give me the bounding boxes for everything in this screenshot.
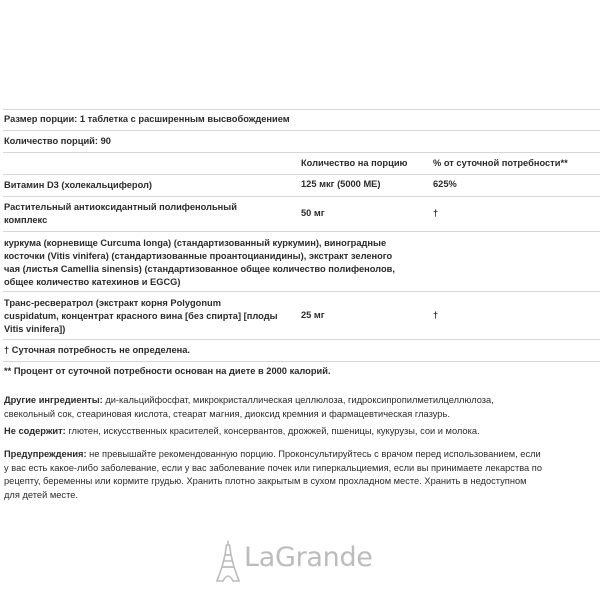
divider-header (3, 174, 600, 175)
free-of-label: Не содержит: (4, 426, 66, 436)
header-amount: Количество на порцию (301, 158, 408, 168)
warnings-text: для детей месте. (4, 489, 78, 500)
warnings-text: у вас есть какое-либо заболевание, если у вас заболевание почек или гиперкальциемия, если вы принимаете лекарства по (4, 462, 542, 473)
warnings (4, 448, 596, 502)
divider-serving (3, 130, 600, 131)
divider-top (3, 109, 600, 110)
other-ingredients-label: Другие ингредиенты: (4, 395, 103, 405)
table-row-name: Транс-ресвератрол (экстракт корня Polygonum cuspidatum, концентрат красного вина [без спирта] [плоды Vitis vinifera]) (4, 298, 278, 334)
other-ingredients (4, 394, 596, 421)
warnings-label: Предупреждения: (4, 449, 87, 459)
free-of (4, 425, 596, 439)
table-row-name: Растительный антиоксидантный полифенольный комплекс (4, 202, 237, 225)
header-daily-value: % от суточной потребности** (433, 158, 568, 168)
divider-row3 (3, 291, 600, 292)
table-row-dv: 625% (433, 179, 457, 189)
eiffel-tower-icon (216, 540, 240, 582)
table-row-name: куркума (корневище Curcuma longa) (стандартизованный куркумин), виноградные косточки (Vitis vinifera) (стандартизованные проантоцианидины), экстракт зеленого чая (листья Camellia sinensis) (стандартизованное общее количество полифенолов, общее количество катехинов и EGCG) (4, 238, 395, 287)
footnote-double-star: ** Процент от суточной потребности основан на диете в 2000 калорий. (4, 366, 331, 376)
divider-row2 (3, 231, 600, 232)
table-row-amount: 25 мг (301, 310, 325, 320)
other-ingredients-text: свекольный сок, стеариновая кислота, стеарат магния, диоксид кремния и фармацевтическая глазурь. (4, 408, 450, 419)
free-of-text: глютен, искусственных красителей, консервантов, дрожжей, пшеницы, кукурузы, сои и молока. (65, 426, 480, 436)
footnote-dagger: † Суточная потребность не определена. (4, 345, 191, 355)
other-ingredients-text: ди-кальцийфосфат, микрокристаллическая целлюлоза, гидроксипропилметилцеллюлоза, (102, 395, 494, 405)
divider-count (3, 152, 600, 153)
divider-row1 (3, 196, 600, 197)
watermark-text: LaGrande (244, 542, 373, 573)
table-row-amount: 125 мкг (5000 МЕ) (301, 179, 381, 189)
divider-row4 (3, 339, 600, 340)
servings-count: Количество порций: 90 (4, 136, 111, 146)
divider-footnote1 (3, 361, 600, 362)
table-row-amount: 50 мг (301, 208, 325, 218)
warnings-text: рецепту, беременны или кормите грудью. Хранить плотно закрытым в сухом прохладном месте. Хранить в недоступном (4, 476, 527, 486)
table-row-dv: † (433, 208, 439, 218)
warnings-text: не превышайте рекомендованную порцию. Проконсультируйтесь с врачом перед использованием, если (86, 449, 541, 459)
table-row-name: Витамин D3 (холекальциферол) (4, 180, 153, 190)
table-row-dv: † (433, 310, 439, 320)
lagrande-watermark (216, 540, 396, 582)
serving-size: Размер порции: 1 таблетка с расширенным высвобождением (4, 114, 290, 124)
